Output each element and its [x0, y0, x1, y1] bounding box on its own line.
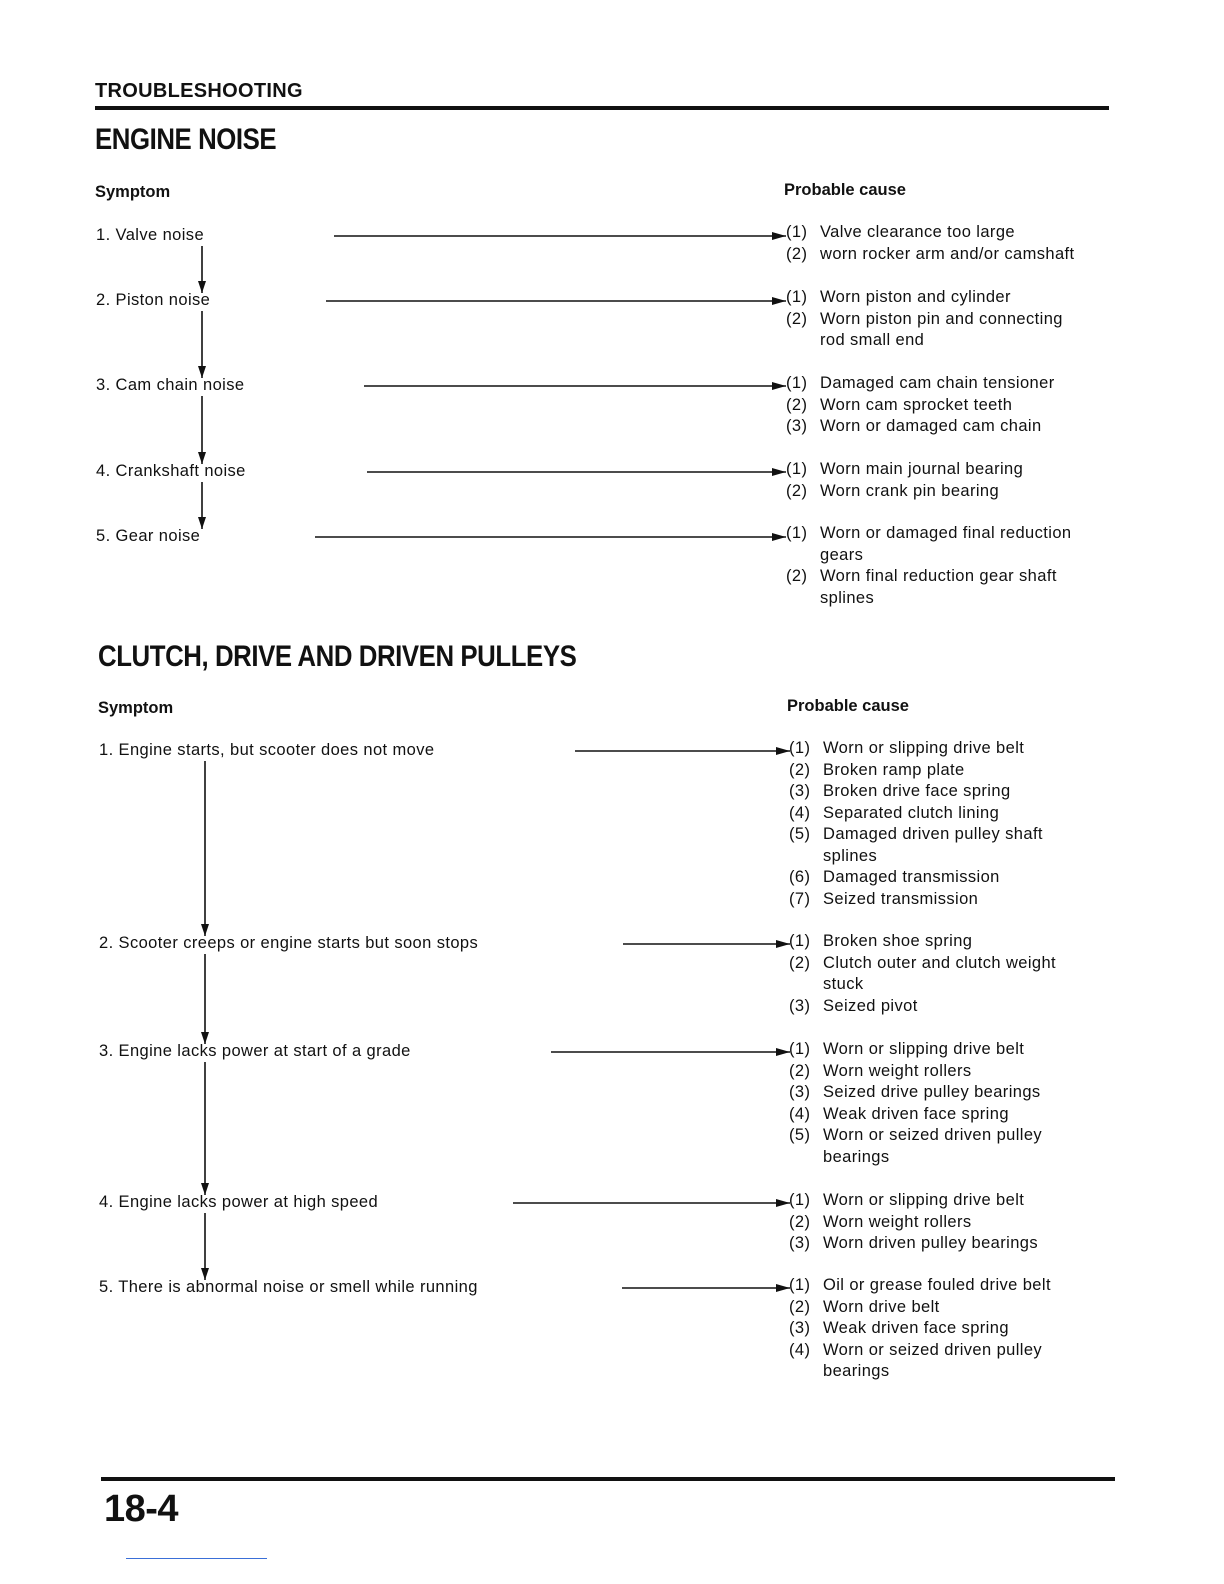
cause-text: splines [820, 588, 875, 607]
symptom-label: 3. Cam chain noise [96, 376, 245, 394]
symptom-label: 2. Scooter creeps or engine starts but soon stops [99, 934, 479, 952]
cause-number: (2) [789, 1061, 811, 1080]
cause-number: (1) [786, 288, 808, 306]
cause-text: Damaged driven pulley shaft [823, 825, 1043, 843]
cause-text: Worn or slipping drive belt [823, 739, 1025, 757]
link-underline [126, 1558, 267, 1559]
cause-text: rod small end [820, 331, 925, 349]
cause-text: worn rocker arm and/or camshaft [820, 244, 1075, 263]
cause-text: Weak driven face spring [823, 1319, 1009, 1337]
symptom-label: 1. Engine starts, but scooter does not move [99, 741, 435, 759]
cause-text: Separated clutch lining [823, 803, 1000, 822]
cause-text: Broken ramp plate [823, 760, 965, 779]
cause-number: (4) [789, 1104, 811, 1123]
symptom-header: Symptom [95, 183, 171, 201]
symptom-label: 5. Gear noise [96, 527, 201, 545]
cause-number: (2) [789, 953, 811, 972]
cause-number: (7) [789, 889, 811, 908]
probable-cause-header: Probable cause [784, 181, 906, 199]
cause-text: Seized drive pulley bearings [823, 1083, 1041, 1101]
cause-text: Worn weight rollers [823, 1212, 972, 1231]
cause-number: (1) [786, 524, 808, 542]
cause-number: (2) [786, 309, 808, 328]
cause-text: Worn or seized driven pulley [823, 1126, 1043, 1144]
cause-text: gears [820, 545, 864, 564]
cause-text: Seized pivot [823, 996, 918, 1015]
cause-number: (3) [789, 1319, 811, 1337]
cause-number: (1) [786, 460, 808, 478]
cause-text: Worn or damaged final reduction [820, 524, 1072, 542]
section-title-clutch-pulleys: CLUTCH, DRIVE AND DRIVEN PULLEYS [98, 640, 577, 673]
cause-text: Worn cam sprocket teeth [820, 395, 1013, 414]
cause-number: (3) [789, 782, 811, 800]
cause-number: (1) [789, 1276, 811, 1294]
cause-text: Worn piston and cylinder [820, 288, 1011, 306]
symptom-label: 4. Engine lacks power at high speed [99, 1193, 379, 1211]
cause-text: Worn or slipping drive belt [823, 1040, 1025, 1058]
cause-number: (1) [789, 1040, 811, 1058]
cause-text: Seized transmission [823, 889, 979, 908]
cause-number: (5) [789, 1126, 811, 1144]
cause-number: (1) [786, 223, 808, 241]
cause-text: Worn or seized driven pulley [823, 1340, 1043, 1359]
cause-number: (2) [786, 395, 808, 414]
cause-number: (2) [789, 1212, 811, 1231]
cause-number: (6) [789, 868, 811, 886]
cause-number: (3) [789, 1234, 811, 1252]
cause-text: Worn or slipping drive belt [823, 1191, 1025, 1209]
symptom-label: 5. There is abnormal noise or smell while running [99, 1278, 478, 1296]
cause-text: Weak driven face spring [823, 1104, 1009, 1123]
cause-number: (1) [786, 374, 808, 392]
cause-text: Worn final reduction gear shaft [820, 567, 1057, 585]
probable-cause-header: Probable cause [787, 697, 909, 715]
cause-text: Broken drive face spring [823, 782, 1011, 800]
cause-text: Valve clearance too large [820, 223, 1015, 241]
cause-number: (4) [789, 803, 811, 822]
cause-text: Oil or grease fouled drive belt [823, 1276, 1051, 1294]
cause-text: Damaged cam chain tensioner [820, 374, 1055, 392]
cause-number: (2) [786, 244, 808, 263]
cause-text: Worn weight rollers [823, 1061, 972, 1080]
cause-number: (2) [789, 1297, 811, 1316]
cause-text: Worn driven pulley bearings [823, 1234, 1039, 1252]
cause-text: Worn main journal bearing [820, 460, 1024, 478]
section-header-label: TROUBLESHOOTING [95, 80, 303, 102]
cause-number: (5) [789, 825, 811, 843]
page-number: 18-4 [104, 1488, 179, 1530]
cause-number: (2) [789, 760, 811, 779]
cause-text: Damaged transmission [823, 868, 1000, 886]
section-title-engine-noise: ENGINE NOISE [95, 123, 277, 156]
footer-rule [101, 1477, 1115, 1481]
symptom-header: Symptom [98, 699, 174, 717]
cause-number: (1) [789, 739, 811, 757]
cause-text: Worn or damaged cam chain [820, 417, 1042, 435]
cause-number: (2) [786, 567, 808, 585]
cause-text: Broken shoe spring [823, 932, 973, 950]
cause-text: bearings [823, 1362, 890, 1380]
cause-text: stuck [823, 975, 864, 993]
cause-number: (1) [789, 932, 811, 950]
cause-text: Clutch outer and clutch weight [823, 953, 1057, 972]
cause-number: (2) [786, 481, 808, 500]
cause-text: bearings [823, 1147, 890, 1166]
cause-number: (1) [789, 1191, 811, 1209]
cause-text: Worn crank pin bearing [820, 481, 1000, 500]
cause-number: (4) [789, 1340, 811, 1359]
cause-text: Worn piston pin and connecting [820, 309, 1063, 328]
symptom-label: 1. Valve noise [96, 226, 205, 244]
cause-text: Worn drive belt [823, 1297, 940, 1316]
cause-number: (3) [789, 996, 811, 1015]
symptom-label: 4. Crankshaft noise [96, 462, 246, 480]
symptom-label: 3. Engine lacks power at start of a grade [99, 1042, 411, 1060]
symptom-label: 2. Piston noise [96, 291, 211, 309]
cause-number: (3) [786, 417, 808, 435]
cause-text: splines [823, 846, 878, 865]
cause-number: (3) [789, 1083, 811, 1101]
